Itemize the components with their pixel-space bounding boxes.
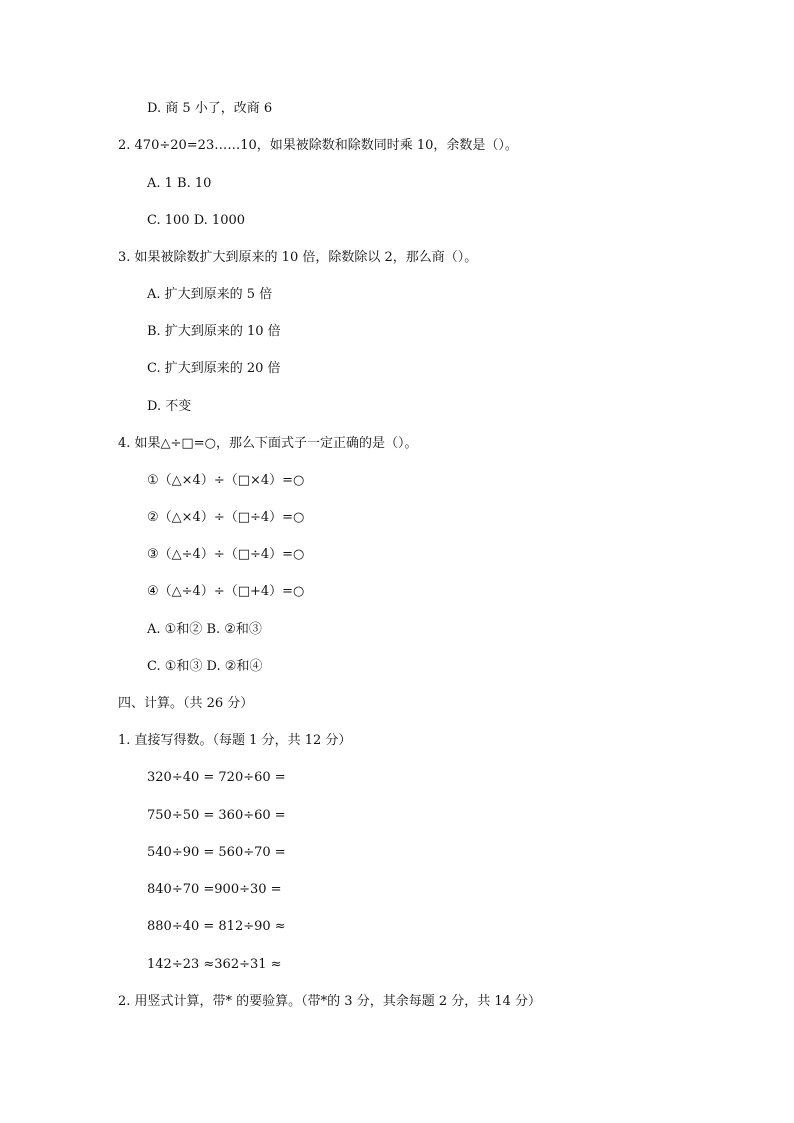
q3-option-d: D. 不变 bbox=[147, 399, 192, 414]
question-4: 4. 如果△÷□=○，那么下面式子一定正确的是（）。 bbox=[118, 436, 418, 451]
calc-row-3: 540÷90 = 560÷70 = bbox=[147, 845, 286, 860]
question-2: 2. 470÷20=23……10，如果被除数和除数同时乘 10，余数是（）。 bbox=[118, 138, 518, 153]
q4-statement-2: ②（△×4）÷（□÷4）=○ bbox=[147, 510, 305, 525]
q4-options-c-d: C. ①和③ D. ②和④ bbox=[147, 659, 263, 674]
calc-row-1: 320÷40 = 720÷60 = bbox=[147, 770, 286, 785]
q4-statement-4: ④（△÷4）÷（□+4）=○ bbox=[147, 584, 305, 599]
question-3: 3. 如果被除数扩大到原来的 10 倍，除数除以 2，那么商（）。 bbox=[118, 250, 478, 265]
subsection-2-heading: 2. 用竖式计算，带* 的要验算。（带*的 3 分，其余每题 2 分，共 14 分） bbox=[118, 994, 542, 1009]
q4-statement-3: ③（△÷4）÷（□÷4）=○ bbox=[147, 547, 305, 562]
q3-option-a: A. 扩大到原来的 5 倍 bbox=[147, 287, 273, 302]
q4-options-a-b: A. ①和② B. ②和③ bbox=[147, 622, 262, 637]
q1-option-d: D. 商 5 小了，改商 6 bbox=[147, 101, 273, 116]
calc-row-2: 750÷50 = 360÷60 = bbox=[147, 808, 286, 823]
q3-option-b: B. 扩大到原来的 10 倍 bbox=[147, 324, 281, 339]
calc-row-4: 840÷70 =900÷30 = bbox=[147, 882, 282, 897]
calc-row-6: 142÷23 ≈362÷31 ≈ bbox=[147, 957, 282, 972]
q4-statement-1: ①（△×4）÷（□×4）=○ bbox=[147, 473, 305, 488]
subsection-1-heading: 1. 直接写得数。（每题 1 分，共 12 分） bbox=[118, 733, 352, 748]
section-4-heading: 四、计算。（共 26 分） bbox=[118, 696, 254, 711]
q3-option-c: C. 扩大到原来的 20 倍 bbox=[147, 361, 281, 376]
q2-options-c-d: C. 100 D. 1000 bbox=[147, 213, 246, 228]
q2-options-a-b: A. 1 B. 10 bbox=[147, 176, 212, 191]
calc-row-5: 880÷40 = 812÷90 ≈ bbox=[147, 919, 286, 934]
